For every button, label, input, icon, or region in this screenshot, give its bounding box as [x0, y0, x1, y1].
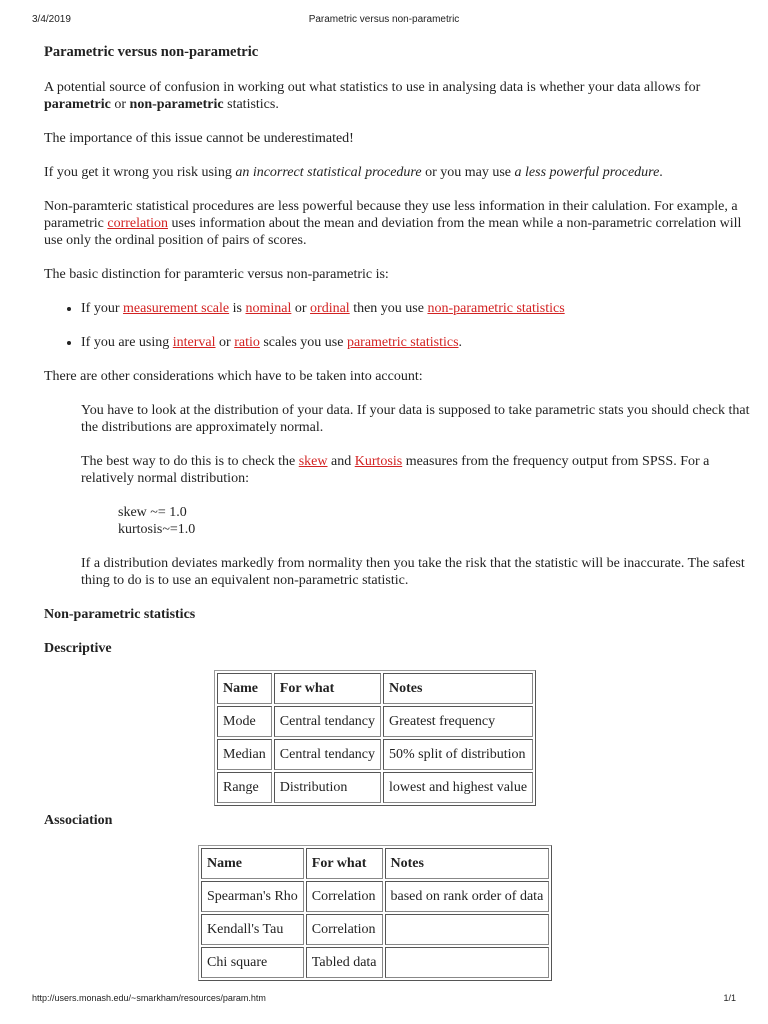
table-cell: lowest and highest value [383, 772, 533, 803]
print-header [0, 14, 768, 30]
table-header-cell: Name [217, 673, 272, 704]
table-header-row [201, 848, 549, 879]
print-date: 3/4/2019 [32, 14, 71, 25]
risk-paragraph [44, 164, 754, 181]
skew-text-end: measures from the frequency output from SPSS. For a relatively normal distribution: [81, 454, 710, 486]
non-parametric-bold: non-parametric [129, 97, 224, 112]
table-cell: Distribution [274, 772, 381, 803]
power-text-end: uses information about the mean and deviation from the mean while a non-parametric correlation will use only the ordinal position of pairs of scores. [44, 216, 742, 248]
bullet1-then: then you use [349, 301, 428, 316]
skew-link[interactable]: skew [298, 454, 328, 469]
table-cell: based on rank order of data [385, 881, 550, 912]
table-cell: 50% split of distribution [383, 739, 533, 770]
association-heading: Association [44, 813, 113, 828]
skew-value: skew ~= 1.0 [118, 505, 187, 520]
normality-values [118, 504, 754, 538]
skew-kurtosis-paragraph [81, 453, 754, 487]
measurement-scale-link[interactable]: measurement scale [123, 301, 230, 316]
risk-italic-1: an incorrect statistical procedure [235, 165, 422, 180]
table-cell: Central tendancy [274, 739, 381, 770]
table-row [217, 772, 533, 803]
risk-italic-2: a less powerful procedure [514, 165, 660, 180]
table-header-cell: Name [201, 848, 304, 879]
intro-or: or [110, 97, 130, 112]
table-row [201, 914, 549, 945]
deviation-paragraph: If a distribution deviates markedly from normality then you take the risk that the statistic will be inaccurate. The safest thing to do is to use an equivalent non-parametric statistic. [81, 556, 745, 588]
ordinal-link[interactable]: ordinal [310, 301, 350, 316]
distinction-list [44, 300, 754, 351]
bullet1-or: or [291, 301, 311, 316]
bullet1-text: If your [81, 301, 123, 316]
intro-paragraph [44, 79, 754, 113]
correlation-link[interactable]: correlation [107, 216, 168, 231]
intro-end: statistics. [223, 97, 279, 112]
nominal-link[interactable]: nominal [245, 301, 292, 316]
risk-text: If you get it wrong you risk using [44, 165, 236, 180]
importance-paragraph: The importance of this issue cannot be underestimated! [44, 131, 354, 146]
descriptive-table [214, 670, 536, 806]
table-cell: Tabled data [306, 947, 383, 978]
list-item [81, 334, 754, 351]
page-title: Parametric versus non-parametric [44, 44, 259, 60]
parametric-statistics-link[interactable]: parametric statistics [346, 335, 459, 350]
table-row [201, 881, 549, 912]
power-paragraph [44, 198, 754, 249]
table-cell: Correlation [306, 914, 383, 945]
table-cell: Correlation [306, 881, 383, 912]
table-cell: Range [217, 772, 272, 803]
bullet2-or: or [215, 335, 235, 350]
table-cell: Mode [217, 706, 272, 737]
table-row [217, 739, 533, 770]
risk-or: or you may use [421, 165, 515, 180]
list-item [81, 300, 754, 317]
table-header-cell: Notes [385, 848, 550, 879]
print-footer [0, 993, 768, 1009]
bullet1-is: is [229, 301, 246, 316]
kurtosis-value: kurtosis~=1.0 [118, 522, 196, 537]
considerations-paragraph: There are other considerations which have to be taken into account: [44, 369, 423, 384]
bullet2-text: If you are using [81, 335, 173, 350]
table-row [201, 947, 549, 978]
table-cell: Median [217, 739, 272, 770]
descriptive-heading: Descriptive [44, 641, 112, 656]
intro-text: A potential source of confusion in working out what statistics to use in analysing data is whether your data allows for [44, 80, 701, 95]
table-header-row [217, 673, 533, 704]
print-url: http://users.monash.edu/~smarkham/resources/param.htm [32, 993, 266, 1003]
table-header-cell: Notes [383, 673, 533, 704]
table-cell [385, 947, 550, 978]
table-cell: Kendall's Tau [201, 914, 304, 945]
table-cell: Spearman's Rho [201, 881, 304, 912]
kurtosis-link[interactable]: Kurtosis [354, 454, 403, 469]
print-title: Parametric versus non-parametric [308, 14, 460, 25]
distinction-paragraph: The basic distinction for paramteric versus non-parametric is: [44, 267, 389, 282]
power-text: Non-paramteric statistical procedures are less powerful because they use less information in their calulation. For example, a parametric [44, 199, 738, 231]
table-header-cell: For what [306, 848, 383, 879]
bullet2-scales: scales you use [259, 335, 347, 350]
non-parametric-statistics-link[interactable]: non-parametric statistics [427, 301, 565, 316]
ratio-link[interactable]: ratio [234, 335, 260, 350]
table-cell: Greatest frequency [383, 706, 533, 737]
table-cell: Chi square [201, 947, 304, 978]
skew-and: and [327, 454, 355, 469]
page-content [44, 44, 754, 981]
bullet2-end: . [458, 335, 463, 350]
table-header-cell: For what [274, 673, 381, 704]
association-table [198, 845, 552, 981]
parametric-bold: parametric [44, 97, 111, 112]
interval-link[interactable]: interval [172, 335, 216, 350]
non-parametric-heading: Non-parametric statistics [44, 607, 196, 622]
table-cell: Central tendancy [274, 706, 381, 737]
distribution-paragraph: You have to look at the distribution of your data. If your data is supposed to take parametric stats you should check that the distributions are approximately normal. [81, 403, 750, 435]
page-number: 1/1 [723, 993, 736, 1003]
table-row [217, 706, 533, 737]
skew-text: The best way to do this is to check the [81, 454, 299, 469]
table-cell [385, 914, 550, 945]
risk-end: . [659, 165, 663, 180]
